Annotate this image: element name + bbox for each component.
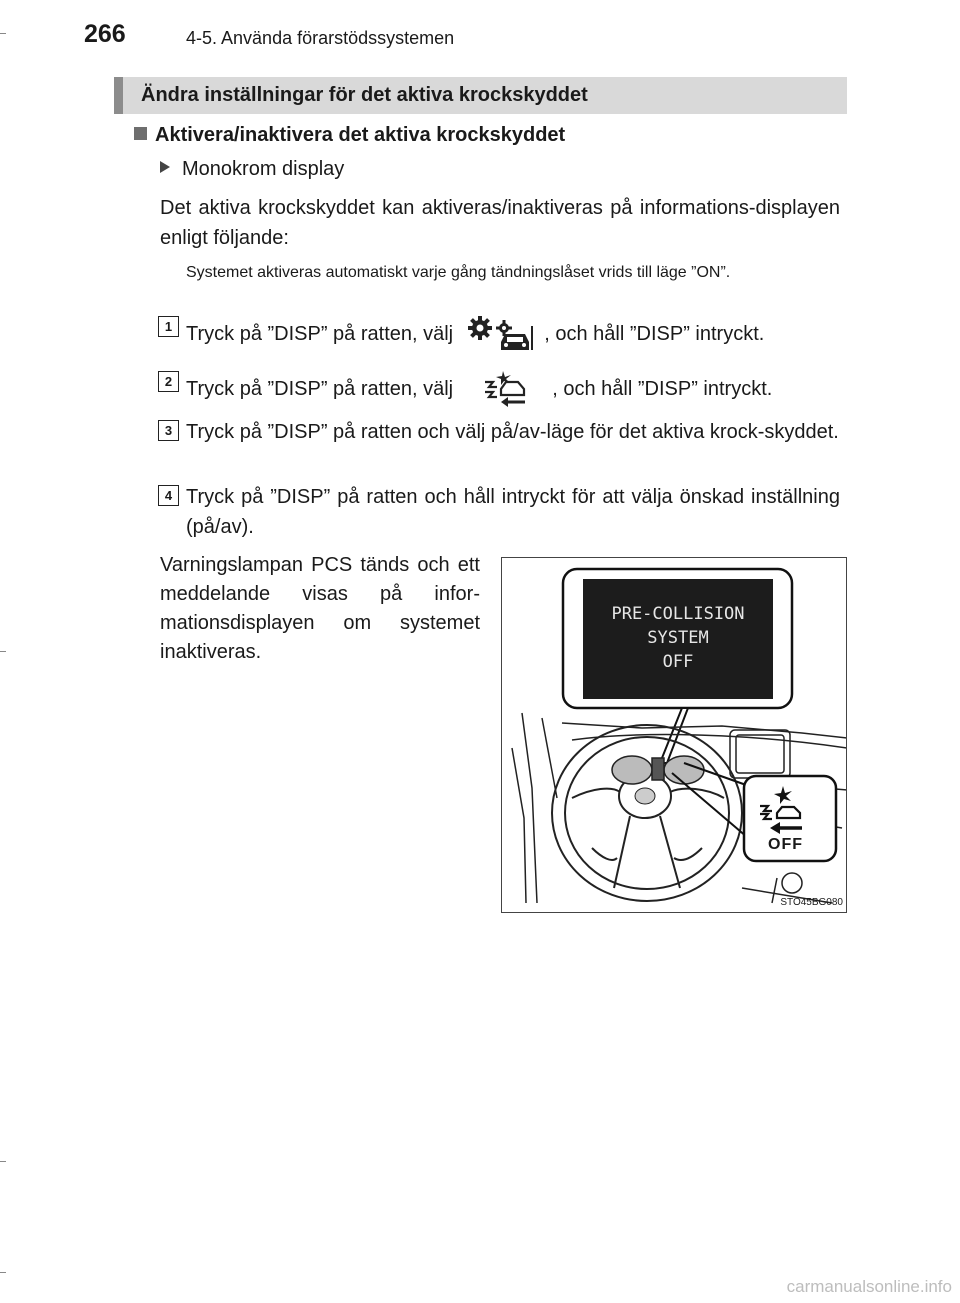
pre-collision-icon — [463, 369, 543, 407]
step-2-text-before: Tryck på ”DISP” på ratten, välj — [186, 378, 454, 400]
crop-mark — [0, 1272, 6, 1273]
step-number: 2 — [158, 371, 179, 392]
section-title: Ändra inställningar för det aktiva krockskyddet — [141, 84, 588, 106]
subheading-text: Aktivera/inaktivera det aktiva krockskyddet — [155, 124, 566, 146]
dashboard-illustration — [501, 557, 847, 913]
step-2 — [186, 369, 846, 407]
crop-mark — [0, 33, 6, 34]
crop-mark — [0, 651, 6, 652]
triangle-bullet-icon — [160, 161, 170, 173]
figure-code: STO45BG080 — [780, 897, 843, 908]
display-message — [583, 602, 773, 674]
section-header — [114, 77, 847, 114]
warning-paragraph: Varningslampan PCS tänds och ett meddelande visas på infor-mationsdisplayen om systemet inaktiveras. — [160, 554, 480, 663]
step-number: 4 — [158, 485, 179, 506]
step-1 — [186, 314, 846, 352]
step-number: 1 — [158, 316, 179, 337]
pcs-off-label: OFF — [768, 836, 803, 853]
settings-car-icon — [463, 314, 535, 352]
step-number: 3 — [158, 420, 179, 441]
chapter-title: 4-5. Använda förarstödssystemen — [186, 28, 455, 48]
watermark: carmanualsonline.info — [786, 1277, 952, 1296]
note-paragraph: Systemet aktiveras automatiskt varje gång tändningslåset vrids till läge ”ON”. — [186, 264, 731, 281]
step-4-text: Tryck på ”DISP” på ratten och håll intryckt för att välja önskad inställning (på/av). — [186, 486, 840, 538]
subheading — [134, 124, 565, 147]
variant-text: Monokrom display — [182, 158, 345, 180]
step-2-text-after: , och håll ”DISP” intryckt. — [552, 378, 773, 400]
square-bullet-icon — [134, 127, 147, 140]
display-line-3: OFF — [662, 652, 694, 672]
step-1-text-before: Tryck på ”DISP” på ratten, välj — [186, 323, 454, 345]
display-line-1: PRE-COLLISION — [611, 604, 745, 624]
step-1-text-after: , och håll ”DISP” intryckt. — [544, 323, 765, 345]
variant-label — [160, 158, 344, 181]
display-line-2: SYSTEM — [647, 628, 709, 648]
intro-paragraph: Det aktiva krockskyddet kan aktiveras/inaktiveras på informations-displayen enligt följande: — [160, 197, 840, 249]
step-3-text: Tryck på ”DISP” på ratten och välj på/av-läge för det aktiva krock-skyddet. — [186, 421, 839, 443]
crop-mark — [0, 1161, 6, 1162]
page-number: 266 — [84, 20, 126, 48]
